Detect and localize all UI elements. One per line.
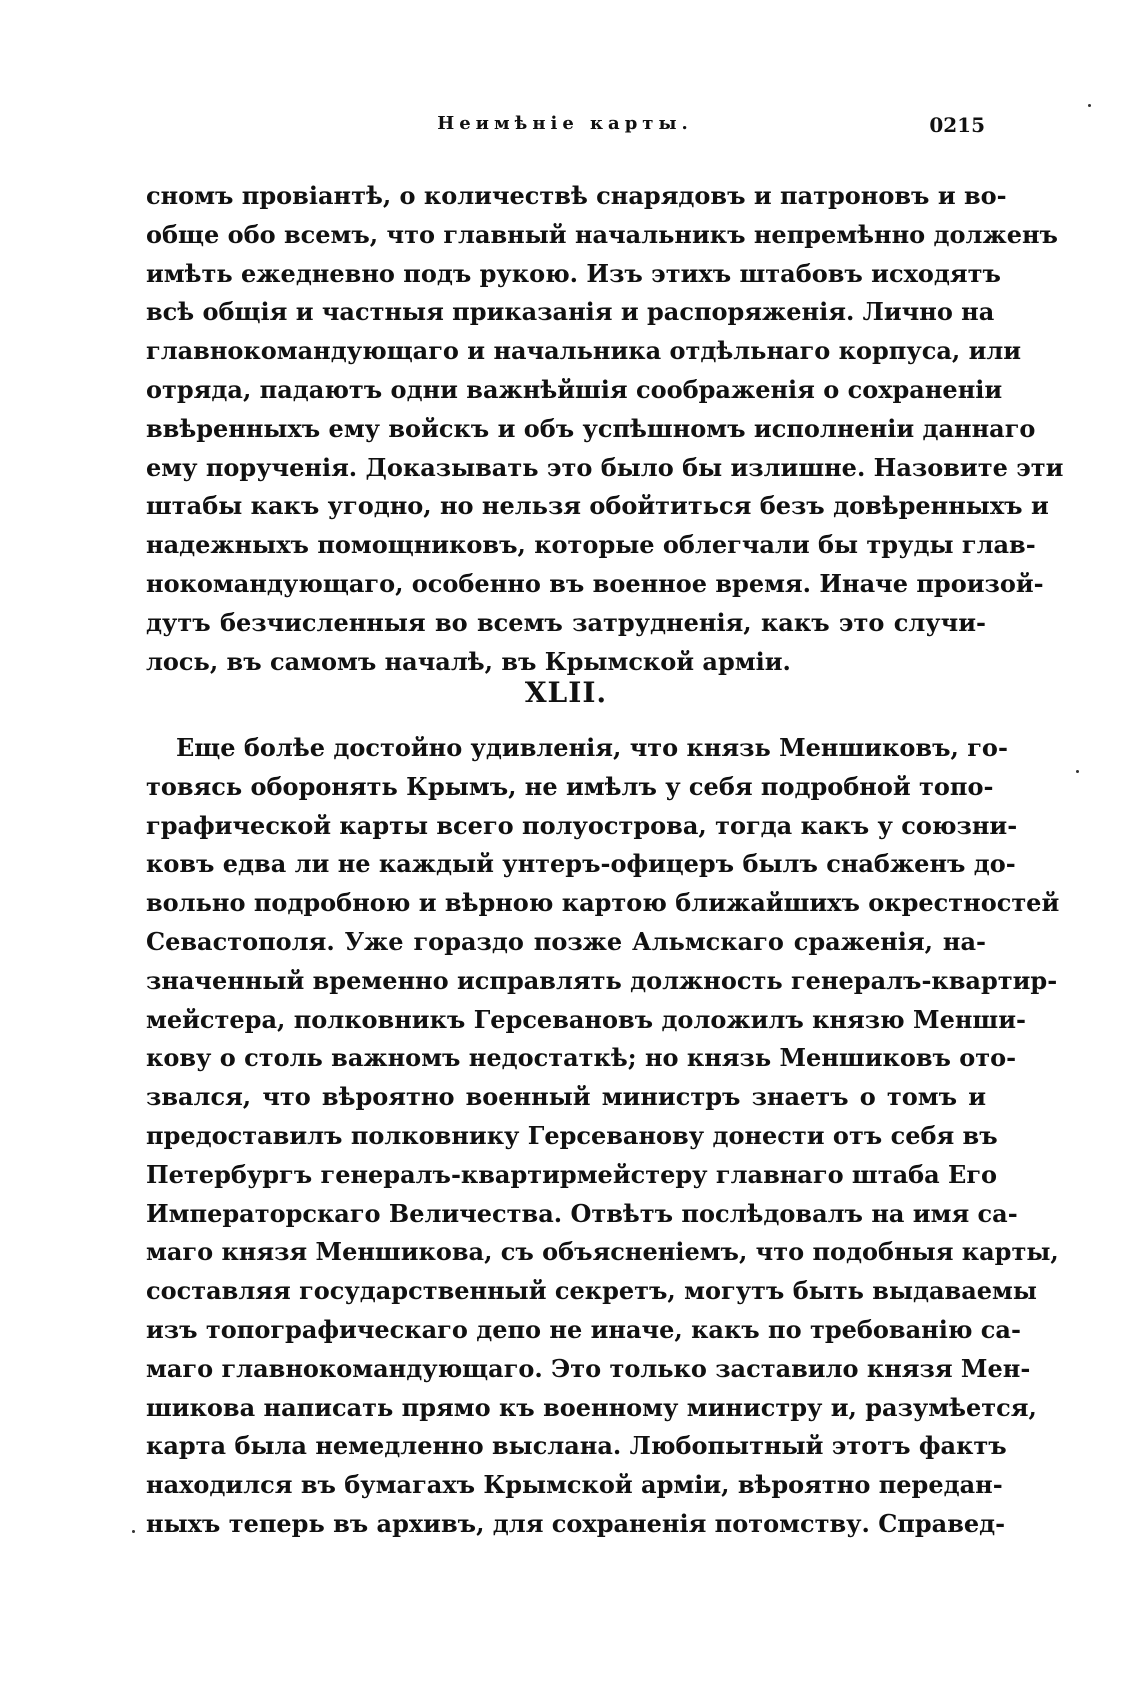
running-head: [145, 113, 985, 143]
text-line: ковъ едва ли не каждый унтеръ-офицеръ былъ снабженъ до-: [146, 849, 1016, 879]
text-line: главнокомандующаго и начальника отдѣльнаго корпуса, или: [146, 336, 1022, 366]
text-line: графической карты всего полуострова, тогда какъ у союзни-: [146, 810, 1018, 840]
text-line: предоставилъ полковнику Герсеванову донести отъ себя въ: [146, 1120, 998, 1150]
text-line: Еще болѣе достойно удивленія, что князь Меншиковъ, го-: [176, 733, 1008, 762]
text-line: дутъ безчисленныя во всемъ затрудненія, какъ это случи-: [146, 607, 986, 637]
text-line: Севастополя. Уже гораздо позже Альмскаго сраженія, на-: [146, 926, 986, 956]
paragraph-2: [146, 729, 1060, 1544]
text-line: Петербургъ генералъ-квартирмейстеру главнаго штаба Его: [146, 1159, 998, 1189]
text-line: лось, въ самомъ началѣ, въ Крымской арміи.: [146, 646, 791, 676]
text-line: маго князя Меншикова, съ объясненіемъ, что подобныя карты,: [146, 1237, 1059, 1267]
text-line: обще обо всемъ, что главный начальникъ непремѣнно долженъ: [146, 219, 1058, 249]
running-title: Неимѣніе карты.: [437, 113, 693, 134]
text-line: нокомандующаго, особенно въ военное время. Иначе произой-: [146, 568, 1044, 598]
text-line: всѣ общія и частныя приказанія и распоряженія. Лично на: [146, 297, 995, 327]
scan-speck: [1076, 770, 1079, 773]
text-line: ему порученія. Доказывать это было бы излишне. Назовите эти: [146, 452, 1064, 482]
text-line: товясь оборонять Крымъ, не имѣлъ у себя подробной топо-: [146, 771, 994, 801]
text-line: вольно подробною и вѣрною картою ближайшихъ окрестностей: [146, 888, 1060, 918]
text-line: ныхъ теперь въ архивъ, для сохраненія потомству. Справед-: [146, 1508, 1006, 1538]
text-line: отряда, падаютъ одни важнѣйшія соображенія о сохраненіи: [146, 374, 1003, 404]
paragraph-1: [146, 177, 1064, 681]
text-line: звался, что вѣроятно военный министръ знаетъ о томъ и: [146, 1082, 986, 1112]
text-line: составляя государственный секретъ, могутъ быть выдаваемы: [146, 1276, 1037, 1306]
text-line: сномъ провіантѣ, о количествѣ снарядовъ и патроновъ и во-: [146, 181, 1007, 210]
text-line: штабы какъ угодно, но нельзя обойтиться безъ довѣренныхъ и: [146, 491, 1049, 521]
section-heading: XLII.: [524, 676, 608, 709]
text-line: надежныхъ помощниковъ, которые облегчали бы труды глав-: [146, 530, 1036, 560]
text-line: маго главнокомандующаго. Это только заставило князя Мен-: [146, 1353, 1031, 1383]
text-line: ввѣренныхъ ему войскъ и объ успѣшномъ исполненіи даннаго: [146, 413, 1036, 443]
page-number: 0215: [929, 113, 985, 137]
text-line: карта была немедленно выслана. Любопытный этотъ фактъ: [146, 1431, 1007, 1461]
text-line: мейстера, полковникъ Герсевановъ доложилъ князю Менши-: [146, 1004, 1026, 1034]
text-line: находился въ бумагахъ Крымской арміи, вѣроятно передан-: [146, 1470, 1003, 1500]
text-line: значенный временно исправлять должность генералъ-квартир-: [146, 965, 1058, 995]
scan-speck: [1088, 104, 1091, 107]
text-line: изъ топографическаго депо не иначе, какъ по требованію са-: [146, 1314, 1021, 1344]
text-line: шикова написать прямо къ военному министру и, разумѣется,: [146, 1392, 1037, 1422]
text-line: кову о столь важномъ недостаткѣ; но князь Меншиковъ ото-: [146, 1043, 1017, 1073]
text-line: Императорскаго Величества. Отвѣтъ послѣдовалъ на имя са-: [146, 1198, 1018, 1228]
scan-speck: [132, 1530, 135, 1533]
text-line: имѣть ежедневно подъ рукою. Изъ этихъ штабовъ исходятъ: [146, 258, 1001, 288]
